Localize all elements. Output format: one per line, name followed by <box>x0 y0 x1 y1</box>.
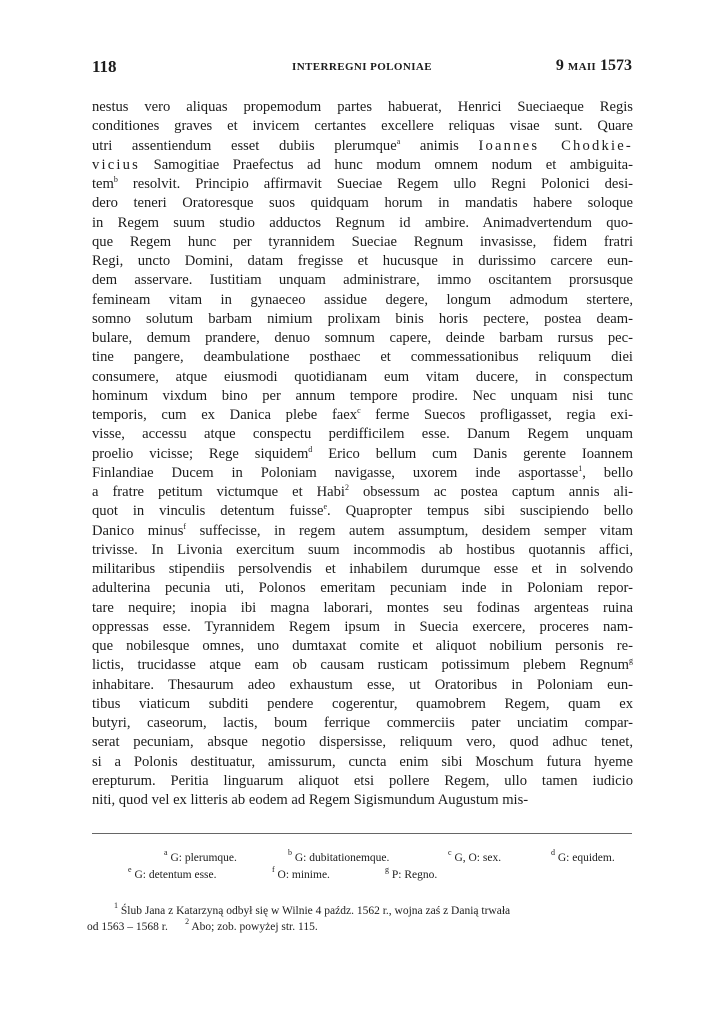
text-line <box>92 541 633 560</box>
text-run: inhabitare. Thesaurum adeo exhaustum esse, ut Oratoribus in Poloniam eun- <box>92 676 633 693</box>
text-line <box>92 676 633 695</box>
text-run: nestus vero aliquas propemodum partes habuerat, Henrici Sueciaeque Regis <box>92 99 633 115</box>
spaced-name: Ioannes Chodkie- <box>478 137 633 154</box>
footnote-mark: d <box>308 444 313 454</box>
text-line <box>92 599 633 618</box>
text-line <box>92 175 633 194</box>
footnote-mark: a <box>396 136 401 146</box>
spaced-name: vicius <box>92 156 141 173</box>
text-run: tine pangere, deambulatione posthaec et commessationibus reliquum diei <box>92 349 633 366</box>
text-line <box>92 791 633 810</box>
text-line <box>92 502 633 521</box>
text-run: temporis, cum ex Danica plebe faex <box>92 407 358 423</box>
text-run: somno solutum barbam nimium prolixam binis horis pectere, postea deam- <box>92 310 633 327</box>
footnote-mark: 2 <box>345 483 349 492</box>
text-run: femineam vitam in gynaeceo assidue degere, longum admodum stertere, <box>92 291 633 308</box>
text-line <box>92 117 633 136</box>
text-line <box>92 252 633 271</box>
text-run: Regi, uncto Domini, datam fregisse et hucusque in durissimo carcere eun- <box>92 253 633 269</box>
text-run: que Regem hunc per tyrannidem Sueciae Regnum invasisse, fidem fratri <box>92 233 633 250</box>
text-run: tare nequire; inopia ibi magna laborari, montes seu fodinas argenteas ruina <box>92 599 633 616</box>
text-line <box>92 98 633 117</box>
text-line <box>92 560 633 579</box>
text-run: serat pecuniam, absque negotio dispersisse, reliquum vero, quod adhuc tenet, <box>92 734 633 751</box>
footnote-mark: c <box>357 406 361 415</box>
text-run: conditiones graves et invicem certantes excellere reliquas visae sunt. Quare <box>92 118 633 135</box>
text-run: Erico bellum cum Danis gerente Ioannem <box>312 445 633 462</box>
running-date <box>556 57 632 75</box>
reference-note-2: $^2$ Abo; zob. powyżej str. 115. <box>185 917 318 933</box>
footnote-mark: e <box>323 502 328 512</box>
text-run: tibus viaticum subditi pendere cogerentur, quamobrem Regem, quam ex <box>92 695 633 712</box>
text-run: lictis, trucidasse atque eam ob causam rusticam potissimum plebem Regnum <box>92 657 629 674</box>
text-run: animis <box>400 137 479 154</box>
variant-note: $^f$ O: minime. <box>272 865 330 881</box>
text-line <box>92 464 633 483</box>
text-line <box>92 618 633 637</box>
text-line <box>92 425 633 444</box>
text-run: niti, quod vel ex litteris ab eodem ad Regem Sigismundum Augustum mis- <box>92 792 529 808</box>
text-run: utri assentiendum esset dubiis plerumque <box>92 137 397 154</box>
text-line <box>92 271 633 290</box>
text-run: in Regem suum studio adductos Regnum id ambire. Animadvertendum quo- <box>92 214 633 231</box>
text-run: a fratre petitum victumque et Habi <box>92 484 345 500</box>
text-line <box>92 483 633 502</box>
text-run: Danico minus <box>92 522 184 539</box>
variant-note: $^d$ G: equidem. <box>551 848 615 864</box>
text-run: trivisse. In Livonia exercitum suum incommodis ab hostibus quotannis affici, <box>92 541 633 558</box>
text-run: visse, accessu atque conspectu perdifficilem esse. Danum Regem unquam <box>92 426 633 443</box>
running-title: INTERREGNI POLONIAE <box>292 61 432 73</box>
text-run: consumere, atque eiusmodi quotidianam eum vitam ducere, in conspectum <box>92 368 633 385</box>
text-line <box>92 445 633 464</box>
text-run: resolvit. Principio affirmavit Sueciae Regem ullo Regni Polonici desi- <box>117 176 633 192</box>
text-run: dem asservare. Iustitiam unquam administrare, immo oscitantem prorsusque <box>92 272 633 289</box>
text-run: quot in vinculis detentum fuisse <box>92 503 324 520</box>
date-day: 9 <box>555 57 564 74</box>
variant-note: $^g$ P: Regno. <box>385 865 438 881</box>
footnote-mark: f <box>183 521 187 531</box>
text-line <box>92 214 633 233</box>
text-run: hominum vixdum bino per annum tempore prodire. Nec unquam nisi tunc <box>92 387 633 404</box>
text-run: dero teneri Oratoresque suos quidquam horum in mandatis habere soloque <box>92 195 633 212</box>
text-line <box>92 579 633 598</box>
text-line <box>92 637 633 656</box>
text-run: adulterina pecunia uti, Polonos emeritam pecuniam inde in Poloniam repor- <box>92 580 633 597</box>
text-run: suffecisse, in regem autem assumptum, desidem semper vitam <box>186 522 633 539</box>
main-text <box>92 98 633 810</box>
text-run: Finlandiae Ducem in Poloniam navigasse, uxorem inde asportasse <box>92 464 579 481</box>
footnote-mark: g <box>629 656 633 666</box>
reference-note-1: $^1$ Ślub Jana z Katarzyną odbył się w Wilnie 4 paźdz. 1562 r., wojna zaś z Danią trwała <box>114 901 511 917</box>
running-header <box>92 57 632 81</box>
text-line <box>92 406 633 425</box>
text-line <box>92 137 633 156</box>
text-run: tem <box>92 176 114 192</box>
footnote-divider <box>92 833 632 834</box>
text-line <box>92 291 633 310</box>
date-month: MAII <box>567 61 596 73</box>
text-line <box>92 695 633 714</box>
text-line <box>92 772 633 791</box>
text-line <box>92 387 633 406</box>
text-run: Samogitiae Praefectus ad hunc modum omnem nodum et ambiguita- <box>140 156 633 173</box>
text-line <box>92 368 633 387</box>
reference-note-1-continued: od 1563 – 1568 r. $^2$ Abo; zob. powyżej str. 115. <box>87 917 318 933</box>
text-run: butyri, caseorum, lactis, boum ferrique commerciis pater unciatim compar- <box>92 715 633 731</box>
variant-note: $^e$ G: detentum esse. <box>128 865 217 881</box>
text-run: que nobilesque omnes, uno dumtaxat comite et aliquot nobilium personis re- <box>92 638 633 654</box>
text-run: proelio vicisse; Rege siquidem <box>92 445 309 462</box>
text-line <box>92 656 633 675</box>
footnote-mark: 1 <box>578 463 583 473</box>
text-line <box>92 733 633 752</box>
variant-note: $^c$ G, O: sex. <box>448 848 502 864</box>
text-run: bulare, demum prandere, denuo somnum capere, deinde barbam rursus pec- <box>92 330 633 346</box>
text-line <box>92 329 633 348</box>
text-line <box>92 156 633 175</box>
text-line <box>92 522 633 541</box>
text-line <box>92 310 633 329</box>
text-run: obsessum ac postea captum annis ali- <box>349 484 633 500</box>
variant-notes <box>92 850 632 884</box>
page-number: 118 <box>92 57 117 76</box>
reference-notes <box>87 901 633 935</box>
variant-note: $^b$ G: dubitationemque. <box>288 848 390 864</box>
text-run: . Quapropter tempus sibi suscipiendo bello <box>327 503 633 520</box>
text-line <box>92 714 633 733</box>
text-run: militaribus stipendiis persolvendis et inhabilem durumque esse et in solvendo <box>92 561 633 577</box>
text-line <box>92 753 633 772</box>
text-line <box>92 194 633 213</box>
text-run: , bello <box>582 464 633 481</box>
text-run: si a Polonis destituatur, amissurum, cuncta enim sibi Moschum futura hyeme <box>92 753 633 770</box>
footnote-mark: b <box>113 175 118 184</box>
text-line <box>92 348 633 367</box>
text-run: erepturum. Peritia linguarum aliquot etsi pollere Regem, ullo tamen iudicio <box>92 772 633 789</box>
text-line <box>92 233 633 252</box>
text-run: oppressas esse. Tyrannidem Regem ipsum in Suecia exercere, proceres nam- <box>92 618 633 635</box>
variant-note: $^a$ G: plerumque. <box>164 848 237 864</box>
text-run: ferme Suecos profligasset, regia exi- <box>360 407 633 423</box>
date-year: 1573 <box>600 57 632 74</box>
